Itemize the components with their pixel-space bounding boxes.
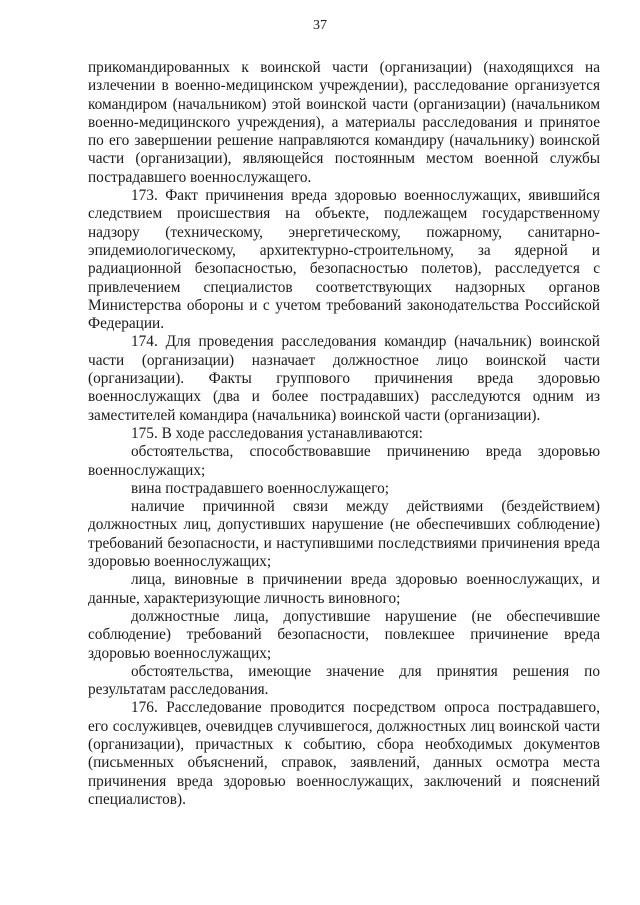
list-item-officials: должностные лица, допустившие нарушение (не обеспечившие соблюдение) требований безопасности, повлекшее причинение вреда здоровью военнослужащих; (88, 607, 600, 662)
list-item-guilty-persons: лица, виновные в причинении вреда здоровью военнослужащих, и данные, характеризующие личность виновного; (88, 571, 600, 607)
paragraph-176: 176. Расследование проводится посредством опроса пострадавшего, его сослуживцев, очевидцев случившегося, должностных лиц воинской части (организации), причастных к событию, сбора необходимых документов (письменных объяснений, справок, заявлений, данных осмотра места причинения вреда здоровью военнослужащих, заключений и пояснений специалистов). (88, 699, 600, 808)
paragraph-175: 175. В ходе расследования устанавливаются: (131, 424, 423, 442)
page-number: 37 (313, 18, 327, 33)
list-item-relevant-circumstances: обстоятельства, имеющие значение для принятия решения по результатам расследования. (88, 662, 600, 699)
paragraph-174: 174. Для проведения расследования командир (начальник) воинской части (организации) назначает должностное лицо воинской части (организации). Факты группового причинения вреда здоровью военнослужащих (два и более пострадавших) расследуются одним из заместителей командира (начальника) воинской части (организации). (88, 333, 600, 424)
list-item-circumstances: обстоятельства, способствовавшие причинению вреда здоровью военнослужащих; (88, 443, 600, 479)
document-body (88, 59, 600, 809)
list-item-fault: вина пострадавшего военнослужащего; (131, 479, 389, 497)
paragraph-173: 173. Факт причинения вреда здоровью военнослужащих, явившийся следствием происшествия на объекте, подлежащем государственному надзору (техническому, энергетическому, пожарному, санитарно-эпидемиологическому, архитектурно-строительному, за ядерной и радиационной безопасностью, безопасностью полетов), расследуется с привлечением специалистов соответствующих надзорных органов Министерства обороны и с учетом требований законодательства Российской Федерации. (88, 187, 600, 333)
paragraph-continuation: прикомандированных к воинской части (организации) (находящихся на излечении в военно-медицинском учреждении), расследование организуется командиром (начальником) этой воинской части (организации) (начальником военно-медицинского учреждения), а материалы расследования и принятое по его завершении решение направляются командиру (начальнику) воинской части (организации), являющейся постоянным местом военной службы пострадавшего военнослужащего. (88, 59, 600, 186)
list-item-causal-link: наличие причинной связи между действиями (бездействием) должностных лиц, допустивших нарушение (не обеспечивших соблюдение) требований безопасности, и наступившими последствиями причинения вреда здоровью военнослужащих; (88, 498, 600, 571)
